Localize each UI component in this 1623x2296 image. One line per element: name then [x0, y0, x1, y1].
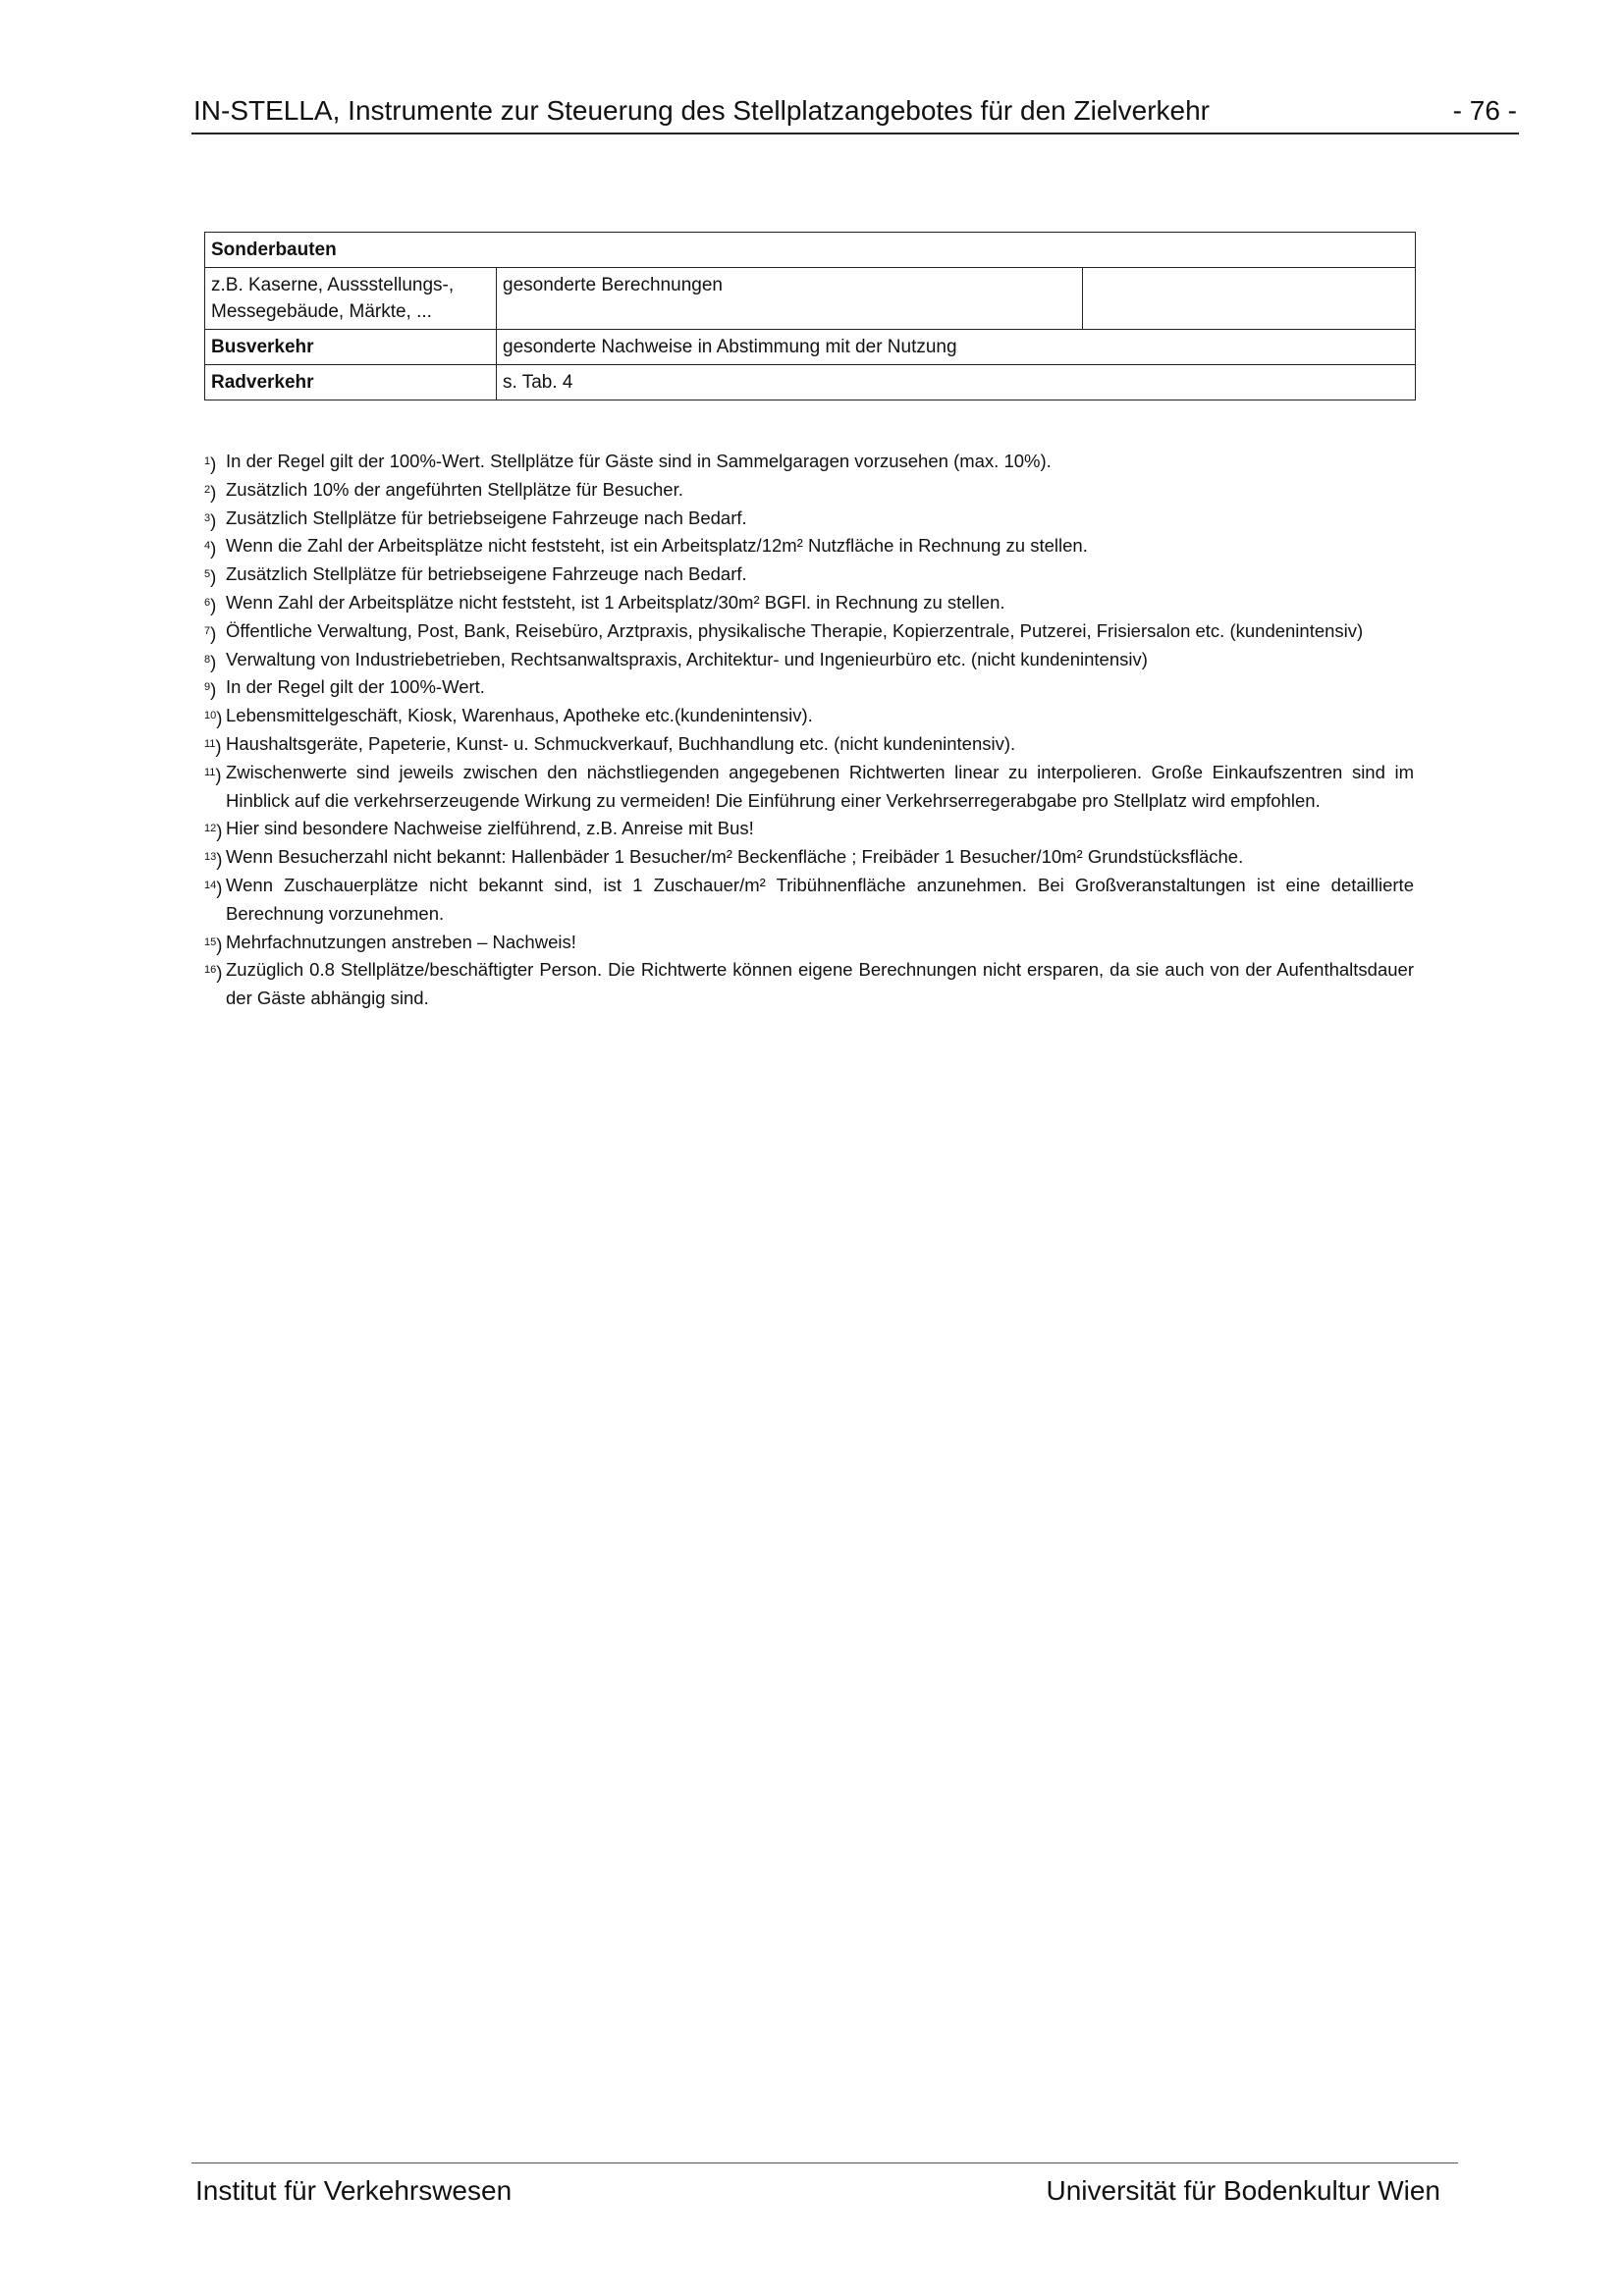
footnote-text: Öffentliche Verwaltung, Post, Bank, Reisebüro, Arztpraxis, physikalische Therapie, Kopierzentrale, Putzerei, Frisiersalon etc. (kundenintensiv) [226, 619, 1364, 641]
footnote: $^4$) Wenn die Zahl der Arbeitsplätze nicht feststeht, ist ein Arbeitsplatz/12m² Nutzfläche in Rechnung zu stellen. [204, 532, 1414, 561]
footnote-text: Wenn Zuschauerplätze nicht bekannt sind, ist 1 Zuschauer/m² Tribühnenfläche anzunehmen. Bei Großveranstaltungen ist eine detaillierte Berechnung vorzunehmen. [226, 874, 1414, 924]
footnote-marker: 13 [204, 851, 217, 864]
footnote: $^8$) Verwaltung von Industriebetrieben, Rechtsanwaltspraxis, Architektur- und Ingenieurbüro etc. (nicht kundenintensiv) [204, 646, 1414, 674]
footnote-marker: 16 [204, 964, 217, 977]
footnote: $^1$) In der Regel gilt der 100%-Wert. Stellplätze für Gäste sind in Sammelgaragen vorzusehen (max. 10%). [204, 448, 1414, 476]
page-number: - 76 - [1452, 95, 1517, 126]
table-row-heading: Radverkehr [205, 365, 497, 400]
footnote-text: Verwaltung von Industriebetrieben, Rechtsanwaltspraxis, Architektur- und Ingenieurbüro etc. (nicht kundenintensiv) [226, 648, 1148, 669]
footnote-text: Wenn die Zahl der Arbeitsplätze nicht feststeht, ist ein Arbeitsplatz/12m² Nutzfläche in Rechnung zu stellen. [226, 535, 1088, 557]
page-footer [191, 2163, 1458, 2213]
footnote: $^{15}$) Mehrfachnutzungen anstreben – Nachweis! [204, 929, 1414, 957]
footnote: $^2$) Zusätzlich 10% der angeführten Stellplätze für Besucher. [204, 476, 1414, 505]
table-row [205, 330, 1416, 365]
table-cell: gesonderte Nachweise in Abstimmung mit der Nutzung [497, 330, 1416, 365]
footnote-marker: 9 [204, 681, 211, 694]
footnote: $^6$) Wenn Zahl der Arbeitsplätze nicht feststeht, ist 1 Arbeitsplatz/30m² BGFl. in Rechnung zu stellen. [204, 589, 1414, 617]
footnote-marker: 1 [204, 455, 211, 467]
footer-institute: Institut für Verkehrswesen [195, 2175, 513, 2206]
footnote-marker: 5 [204, 568, 211, 581]
footnote: $^5$) Zusätzlich Stellplätze für betriebseigene Fahrzeuge nach Bedarf. [204, 561, 1414, 589]
footnote-marker: 12 [204, 823, 217, 835]
page-header [191, 93, 1519, 134]
table-cell: s. Tab. 4 [497, 365, 1416, 400]
footnote-marker: 4 [204, 540, 211, 553]
footnote-marker: 7 [204, 624, 211, 637]
footnote-text: Haushaltsgeräte, Papeterie, Kunst- u. Schmuckverkauf, Buchhandlung etc. (nicht kundenintensiv). [226, 732, 1016, 754]
footnote-marker: 11 [204, 737, 216, 750]
footnote-marker: 6 [204, 596, 211, 609]
parking-requirements-table [204, 232, 1416, 400]
footnote-marker: 11 [204, 766, 216, 778]
footnote: $^{10}$) Lebensmittelgeschäft, Kiosk, Warenhaus, Apotheke etc.(kundenintensiv). [204, 702, 1414, 730]
footnote-text: Zusätzlich Stellplätze für betriebseigene Fahrzeuge nach Bedarf. [226, 563, 747, 585]
footnote-text: Wenn Zahl der Arbeitsplätze nicht feststeht, ist 1 Arbeitsplatz/30m² BGFl. in Rechnung zu stellen. [226, 591, 1005, 613]
footnote-text: Mehrfachnutzungen anstreben – Nachweis! [226, 931, 576, 952]
footnote-marker: 14 [204, 879, 217, 891]
table-cell: gesonderte Berechnungen [497, 268, 1083, 330]
footnote-marker: 8 [204, 653, 211, 666]
table-cell: z.B. Kaserne, Aussstellungs-, Messegebäude, Märkte, ... [205, 268, 497, 330]
table-row [205, 233, 1416, 268]
footnote: $^9$) In der Regel gilt der 100%-Wert. [204, 673, 1414, 702]
footnote-marker: 10 [204, 710, 217, 722]
table-row [205, 268, 1416, 330]
footnote-text: Zwischenwerte sind jeweils zwischen den nächstliegenden angegebenen Richtwerten linear zu interpolieren. Große Einkaufszentren sind im Hinblick auf die verkehrserzeugende Wirkung zu vermeiden! Die Einführung einer Verkehrserregerabgabe pro Stellplatz wird empfohlen. [226, 761, 1414, 811]
table-cell [1083, 268, 1416, 330]
footnote-marker: 3 [204, 511, 211, 524]
table-row [205, 365, 1416, 400]
footnote: $^3$) Zusätzlich Stellplätze für betriebseigene Fahrzeuge nach Bedarf. [204, 505, 1414, 533]
table-section-heading: Sonderbauten [205, 233, 1416, 268]
footnote-text: In der Regel gilt der 100%-Wert. [226, 676, 485, 698]
footnote: $^7$) Öffentliche Verwaltung, Post, Bank, Reisebüro, Arztpraxis, physikalische Therapie, Kopierzentrale, Putzerei, Frisiersalon etc. (kundenintensiv) [204, 617, 1414, 646]
footnote-text: Hier sind besondere Nachweise zielführend, z.B. Anreise mit Bus! [226, 818, 754, 839]
footnote: $^{12}$) Hier sind besondere Nachweise zielführend, z.B. Anreise mit Bus! [204, 815, 1414, 843]
footnote: $^{11}$) Haushaltsgeräte, Papeterie, Kunst- u. Schmuckverkauf, Buchhandlung etc. (nicht kundenintensiv). [204, 730, 1414, 759]
footnote-marker: 15 [204, 935, 217, 948]
footnote-text: Zusätzlich Stellplätze für betriebseigene Fahrzeuge nach Bedarf. [226, 507, 747, 528]
footnote-text: Zuzüglich 0.8 Stellplätze/beschäftigter Person. Die Richtwerte können eigene Berechnungen nicht ersparen, da sie auch von der Aufenthaltsdauer der Gäste abhängig sind. [226, 959, 1414, 1009]
footnotes [204, 448, 1414, 1013]
table-row-heading: Busverkehr [205, 330, 497, 365]
footnote-marker: 2 [204, 483, 211, 496]
footnote: $^{13}$) Wenn Besucherzahl nicht bekannt: Hallenbäder 1 Besucher/m² Beckenfläche ; Freibäder 1 Besucher/10m² Grundstücksfläche. [204, 843, 1414, 872]
footnote-text: Wenn Besucherzahl nicht bekannt: Hallenbäder 1 Besucher/m² Beckenfläche ; Freibäder 1 Besucher/10m² Grundstücksfläche. [226, 846, 1244, 868]
footnote: $^{14}$) Wenn Zuschauerplätze nicht bekannt sind, ist 1 Zuschauer/m² Tribühnenfläche anzunehmen. Bei Großveranstaltungen ist eine detaillierte Berechnung vorzunehmen. [204, 872, 1414, 929]
footnote-text: Lebensmittelgeschäft, Kiosk, Warenhaus, Apotheke etc.(kundenintensiv). [226, 705, 813, 726]
footer-university: Universität für Bodenkultur Wien [1046, 2175, 1440, 2206]
document-title: IN-STELLA, Instrumente zur Steuerung des Stellplatzangebotes für den Zielverkehr [193, 95, 1210, 126]
footnote-text: In der Regel gilt der 100%-Wert. Stellplätze für Gäste sind in Sammelgaragen vorzusehen (max. 10%). [226, 451, 1052, 471]
footnote: $^{11}$) Zwischenwerte sind jeweils zwischen den nächstliegenden angegebenen Richtwerten linear zu interpolieren. Große Einkaufszentren sind im Hinblick auf die verkehrserzeugende Wirkung zu vermeiden! Die Einführung einer Verkehrserregerabgabe pro Stellplatz wird empfohlen. [204, 759, 1414, 816]
footnote-text: Zusätzlich 10% der angeführten Stellplätze für Besucher. [226, 478, 683, 500]
footnote: $^{16}$) Zuzüglich 0.8 Stellplätze/beschäftigter Person. Die Richtwerte können eigene Berechnungen nicht ersparen, da sie auch von der Aufenthaltsdauer der Gäste abhängig sind. [204, 956, 1414, 1013]
